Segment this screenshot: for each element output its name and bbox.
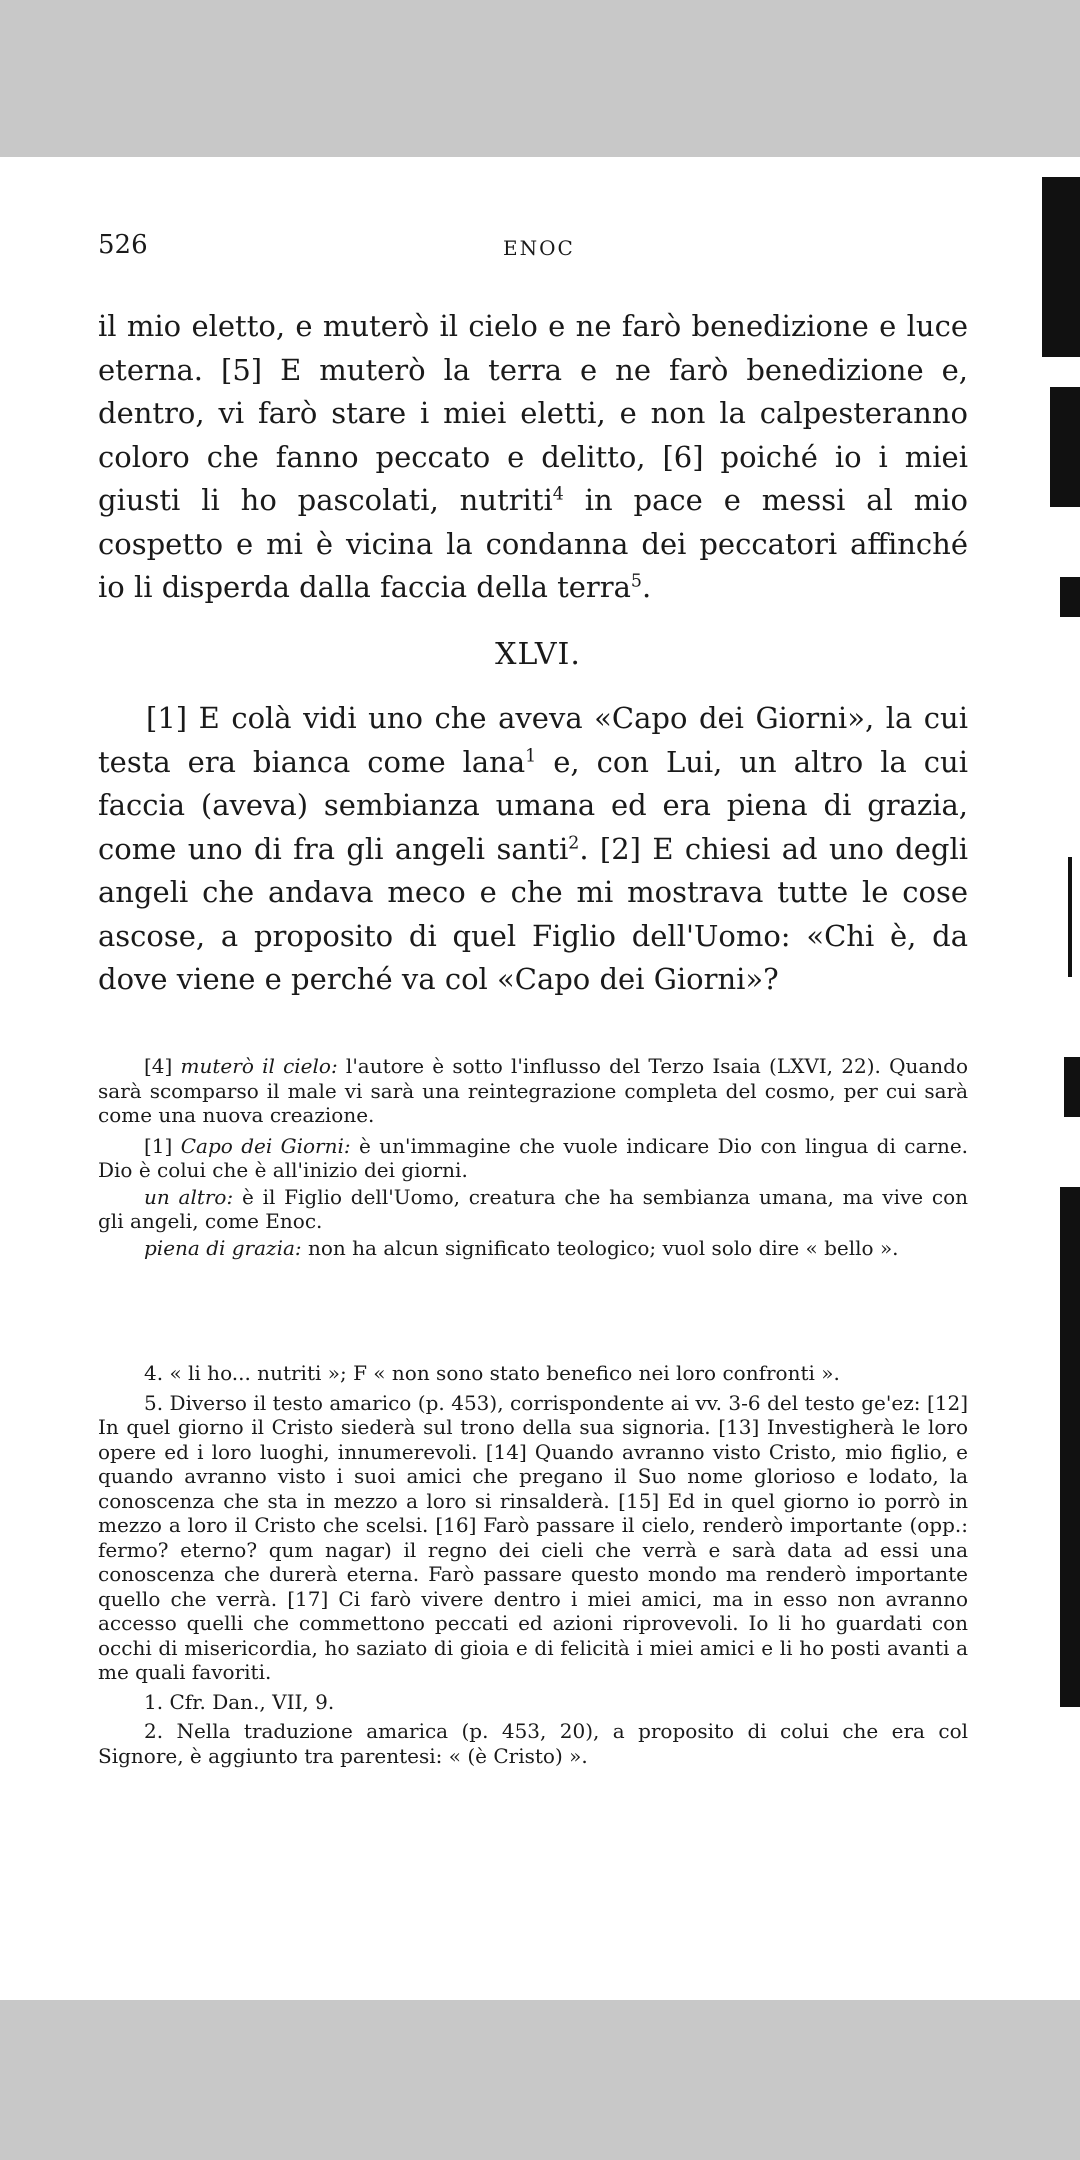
main-paragraph: il mio eletto, e muterò il cielo e ne farò benedizione e luce eterna. [5] E muterò la terra e ne farò benedizione e, dentro, vi farò stare i miei eletti, e non la calpesteranno coloro che fanno peccato e delitto, [6] poiché io i miei giusti li ho pascolati, nutriti$^4$ in pace e messi al mio cospetto e mi è vicina la condanna dei peccatori affinché io li disperda dalla faccia della terra$^5$.: [98, 309, 968, 604]
numbered-footnotes: [98, 1361, 968, 1773]
commentary-note: [4] muterò il cielo: l'autore è sotto l'influsso del Terzo Isaia (LXVI, 22). Quando sarà scomparso il male vi sarà una reintegrazione completa del cosmo, per cui sarà come una nuova creazione.: [98, 1054, 969, 1127]
commentary-notes: [98, 1054, 968, 1266]
footnote: 1. Cfr. Dan., VII, 9.: [144, 1689, 335, 1714]
page-number: 526: [98, 230, 148, 260]
commentary-note: piena di grazia: non ha alcun significato teologico; vuol solo dire « bello ».: [144, 1235, 899, 1260]
viewer-top-bar: [0, 0, 1080, 157]
page-header: [98, 230, 968, 266]
main-paragraph: [1] E colà vidi uno che aveva «Capo dei Giorni», la cui testa era bianca come lana$^1$ e, con Lui, un altro la cui faccia (aveva) sembianza umana ed era piena di grazia, come uno di fra gli angeli santi$^2$. [2] E chiesi ad uno degli angeli che andava meco e che mi mostrava tutte le cose ascose, a proposito di quel Figlio dell'Uomo: «Chi è, da dove viene e perché va col «Capo dei Giorni»?: [98, 701, 969, 996]
footnote: 2. Nella traduzione amarica (p. 453, 20), a proposito di colui che era col Signore, è aggiunto tra parentesi: « (è Cristo) ».: [98, 1719, 968, 1768]
footnote-ref: 2: [568, 832, 580, 853]
commentary-note: un altro: è il Figlio dell'Uomo, creatura che ha sembianza umana, ma vive con gli angeli, come Enoc.: [98, 1184, 968, 1233]
footnote-ref: 4: [552, 484, 564, 505]
scanned-page: [0, 157, 1080, 2000]
footnote-ref: 5: [630, 571, 642, 592]
footnote: 5. Diverso il testo amarico (p. 453), corrispondente ai vv. 3-6 del testo ge'ez: [12] In quel giorno il Cristo siederà sul trono della sua signoria. [13] Investigherà le loro opere ed i loro luoghi, innumerevoli. [14] Quando avranno visto Cristo, mio figlio, e quando avranno visto i suoi amici che pregano il Suo nome glorioso e lodato, la conoscenza che sta in mezzo a loro si rinsalderà. [15] Ed in quel giorno io porrò in mezzo a loro il Cristo che scelsi. [16] Farò passare il cielo, renderò importante (opp.: fermo? eterno? qum nagar) il regno dei cieli che verrà e sarà data ad essi una conoscenza che durerà eterna. Farò passare questo mondo ma renderò importante quello che verrà. [17] Ci farò vivere dentro i miei amici, ma in esso non avranno accesso quelli che commettono peccati ed azioni riprovevoli. Io li ho guardati con occhi di misericordia, ho saziato di gioia e di felicità i miei amici e li ho posti avanti a me quali favoriti.: [98, 1390, 968, 1684]
commentary-note: [1] Capo dei Giorni: è un'immagine che vuole indicare Dio con lingua di carne. Dio è colui che è all'inizio dei giorni.: [98, 1133, 969, 1182]
running-head: ENOC: [503, 236, 575, 260]
chapter-title: XLVI.: [495, 637, 581, 672]
footnote: 4. « li ho... nutriti »; F « non sono stato benefico nei loro confronti ».: [144, 1361, 840, 1385]
footnote-ref: 1: [525, 745, 537, 766]
viewer-bottom-bar: [0, 2000, 1080, 2160]
scan-edge-artifact: [1020, 157, 1080, 2000]
